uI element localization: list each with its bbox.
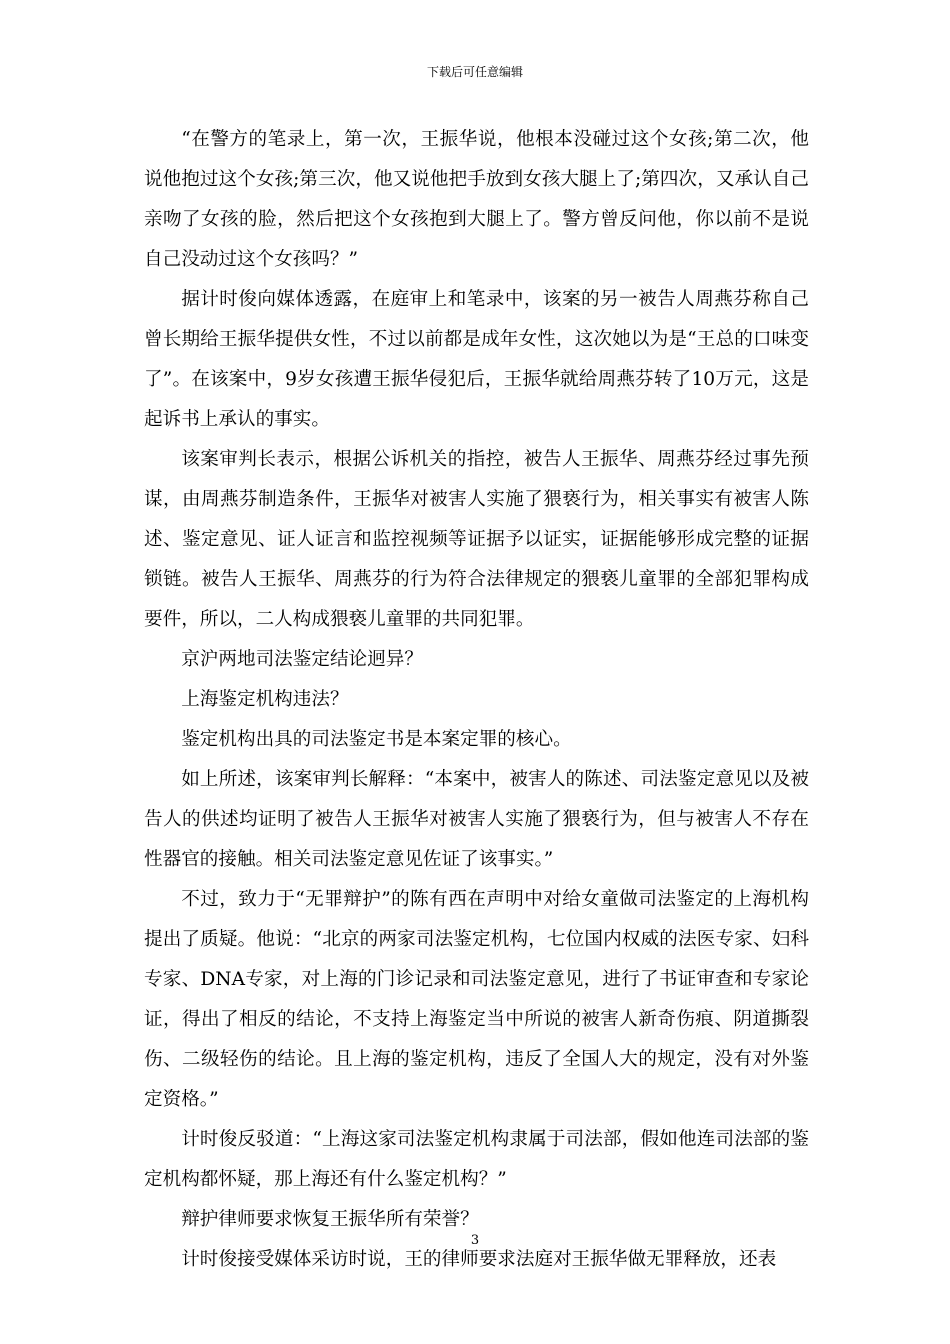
paragraph: “在警方的笔录上，第一次，王振华说，他根本没碰过这个女孩;第二次，他说他抱过这个女孩;第三次，他又说他把手放到女孩大腿上了;第四次，又承认自己亲吻了女孩的脸，然后把这个女孩抱到大腿上了。警方曾反问他，你以前不是说自己没动过这个女孩吗？” bbox=[144, 129, 809, 270]
document-body bbox=[144, 120, 809, 1280]
paragraph: 该案审判长表示，根据公诉机关的指控，被告人王振华、周燕芬经过事先预谋，由周燕芬制造条件，王振华对被害人实施了猥亵行为，相关事实有被害人陈述、鉴定意见、证人证言和监控视频等证据予以证实，证据能够形成完整的证据锁链。被告人王振华、周燕芬的行为符合法律规定的猥亵儿童罪的全部犯罪构成要件，所以，二人构成猥亵儿童罪的共同犯罪。 bbox=[144, 449, 809, 630]
section-heading: 京沪两地司法鉴定结论迥异？ bbox=[181, 649, 423, 670]
paragraph: 不过，致力于“无罪辩护”的陈有西在声明中对给女童做司法鉴定的上海机构提出了质疑。他说：“北京的两家司法鉴定机构，七位国内权威的法医专家、妇科专家、DNA专家，对上海的门诊记录和司法鉴定意见，进行了书证审查和专家论证，得出了相反的结论，不支持上海鉴定当中所说的被害人新奇伤痕、阴道撕裂伤、二级轻伤的结论。且上海的鉴定机构，违反了全国人大的规定，没有对外鉴定资格。” bbox=[144, 889, 809, 1110]
paragraph: 如上所述，该案审判长解释：“本案中，被害人的陈述、司法鉴定意见以及被告人的供述均证明了被告人王振华对被害人实施了猥亵行为，但与被害人不存在性器官的接触。相关司法鉴定意见佐证了该事实。” bbox=[144, 769, 809, 870]
section-heading: 辩护律师要求恢复王振华所有荣誉？ bbox=[181, 1209, 479, 1230]
page-number: 3 bbox=[470, 1233, 480, 1248]
section-heading: 上海鉴定机构违法？ bbox=[181, 689, 349, 710]
page-header: 下载后可任意编辑 bbox=[426, 65, 523, 79]
paragraph: 计时俊反驳道：“上海这家司法鉴定机构隶属于司法部，假如他连司法部的鉴定机构都怀疑，那上海还有什么鉴定机构？” bbox=[144, 1129, 809, 1190]
paragraph: 计时俊接受媒体采访时说，王的律师要求法庭对王振华做无罪释放，还表 bbox=[181, 1249, 777, 1270]
paragraph: 据计时俊向媒体透露，在庭审上和笔录中，该案的另一被告人周燕芬称自己曾长期给王振华提供女性，不过以前都是成年女性，这次她以为是“王总的口味变了”。在该案中，9岁女孩遭王振华侵犯后，王振华就给周燕芬转了10万元，这是起诉书上承认的事实。 bbox=[144, 289, 809, 430]
paragraph: 鉴定机构出具的司法鉴定书是本案定罪的核心。 bbox=[181, 729, 572, 750]
